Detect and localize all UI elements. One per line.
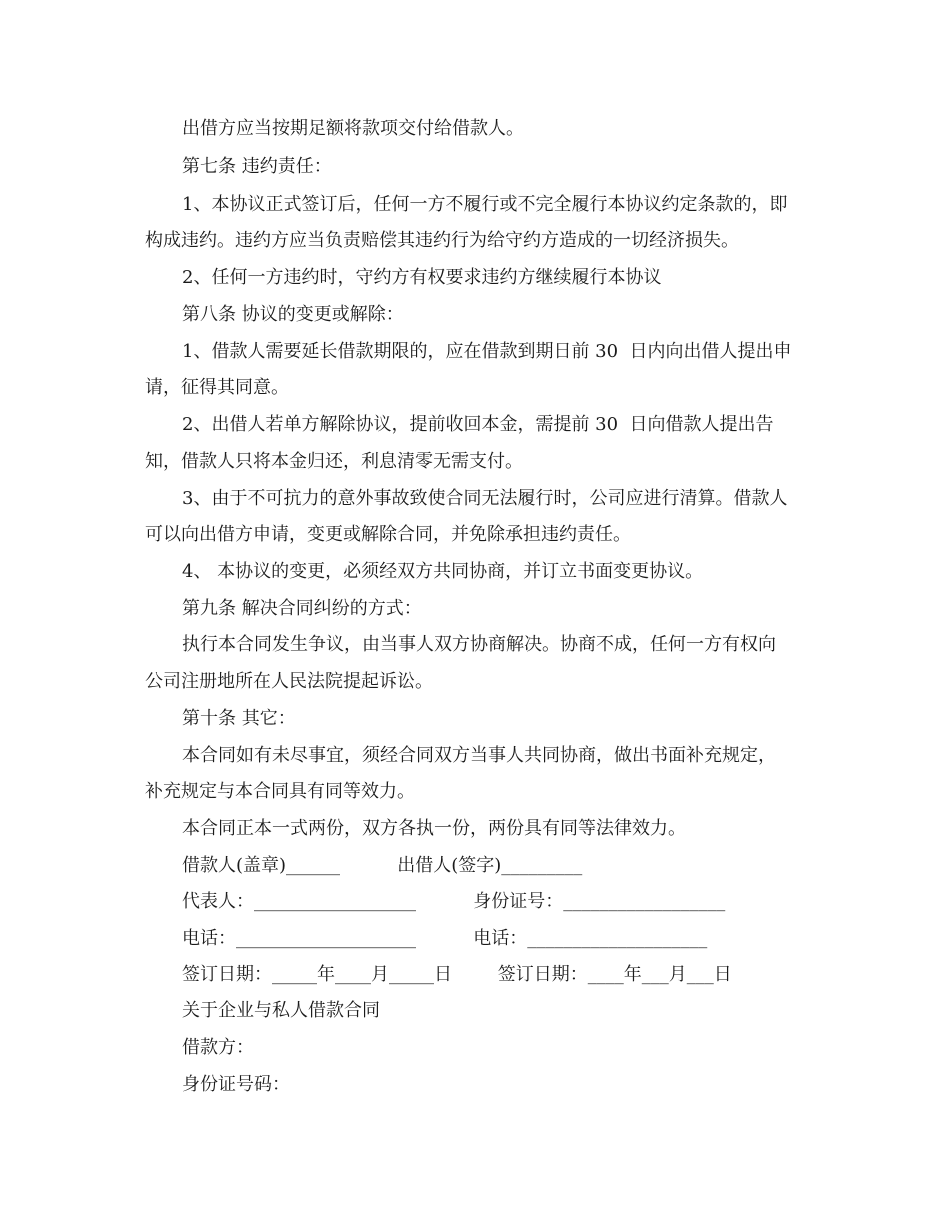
signature-dates: 签订日期：_____年____月_____日 签订日期：____年___月___日 <box>182 964 732 985</box>
article-7-item-1-line-1: 1、本协议正式签订后，任何一方不履行或不完全履行本协议约定条款的，即 <box>182 194 788 215</box>
article-10-heading: 第十条 其它： <box>182 708 296 729</box>
article-8-item-3-line-1: 3、由于不可抗力的意外事故致使合同无法履行时，公司应进行清算。借款人 <box>182 488 788 509</box>
article-8-item-1-line-2: 请，征得其同意。 <box>145 377 289 398</box>
signature-representative-id: 代表人：__________________ 身份证号：__________________ <box>182 891 726 912</box>
article-8-item-2-line-1: 2、出借人若单方解除协议，提前收回本金，需提前 30 日向借款人提出告 <box>182 414 774 435</box>
article-9-text-line-2: 公司注册地所在人民法院提起诉讼。 <box>145 671 433 692</box>
article-9-heading: 第九条 解决合同纠纷的方式： <box>182 598 422 619</box>
article-8-item-1-line-1: 1、借款人需要延长借款期限的，应在借款到期日前 30 日内向出借人提出申 <box>182 341 792 362</box>
article-9-text-line-1: 执行本合同发生争议，由当事人双方协商解决。协商不成，任何一方有权向 <box>182 634 776 655</box>
article-8-item-2-line-2: 知，借款人只将本金归还，利息清零无需支付。 <box>145 451 523 472</box>
article-10-text-line-1: 本合同如有未尽事宜，须经合同双方当事人共同协商，做出书面补充规定， <box>182 745 776 766</box>
article-8-item-3-line-2: 可以向出借方申请，变更或解除合同，并免除承担违约责任。 <box>145 524 631 545</box>
article-8-heading: 第八条 协议的变更或解除： <box>182 304 404 325</box>
paragraph-delivery-obligation: 出借方应当按期足额将款项交付给借款人。 <box>182 118 524 139</box>
borrower-field: 借款方： <box>182 1037 254 1058</box>
article-8-item-4: 4、 本协议的变更，必须经双方共同协商，并订立书面变更协议。 <box>182 561 704 582</box>
next-contract-title: 关于企业与私人借款合同 <box>182 1000 380 1021</box>
copies-clause: 本合同正本一式两份，双方各执一份，两份具有同等法律效力。 <box>182 818 686 839</box>
article-10-text-line-2: 补充规定与本合同具有同等效力。 <box>145 781 415 802</box>
signature-borrower-lender: 借款人(盖章)______ 出借人(签字)_________ <box>182 855 583 876</box>
article-7-item-2: 2、任何一方违约时，守约方有权要求违约方继续履行本协议 <box>182 267 662 288</box>
article-7-heading: 第七条 违约责任： <box>182 156 332 177</box>
signature-phones: 电话：____________________ 电话：____________________ <box>182 928 708 949</box>
id-number-field: 身份证号码： <box>182 1074 290 1095</box>
article-7-item-1-line-2: 构成违约。违约方应当负责赔偿其违约行为给守约方造成的一切经济损失。 <box>145 230 739 251</box>
